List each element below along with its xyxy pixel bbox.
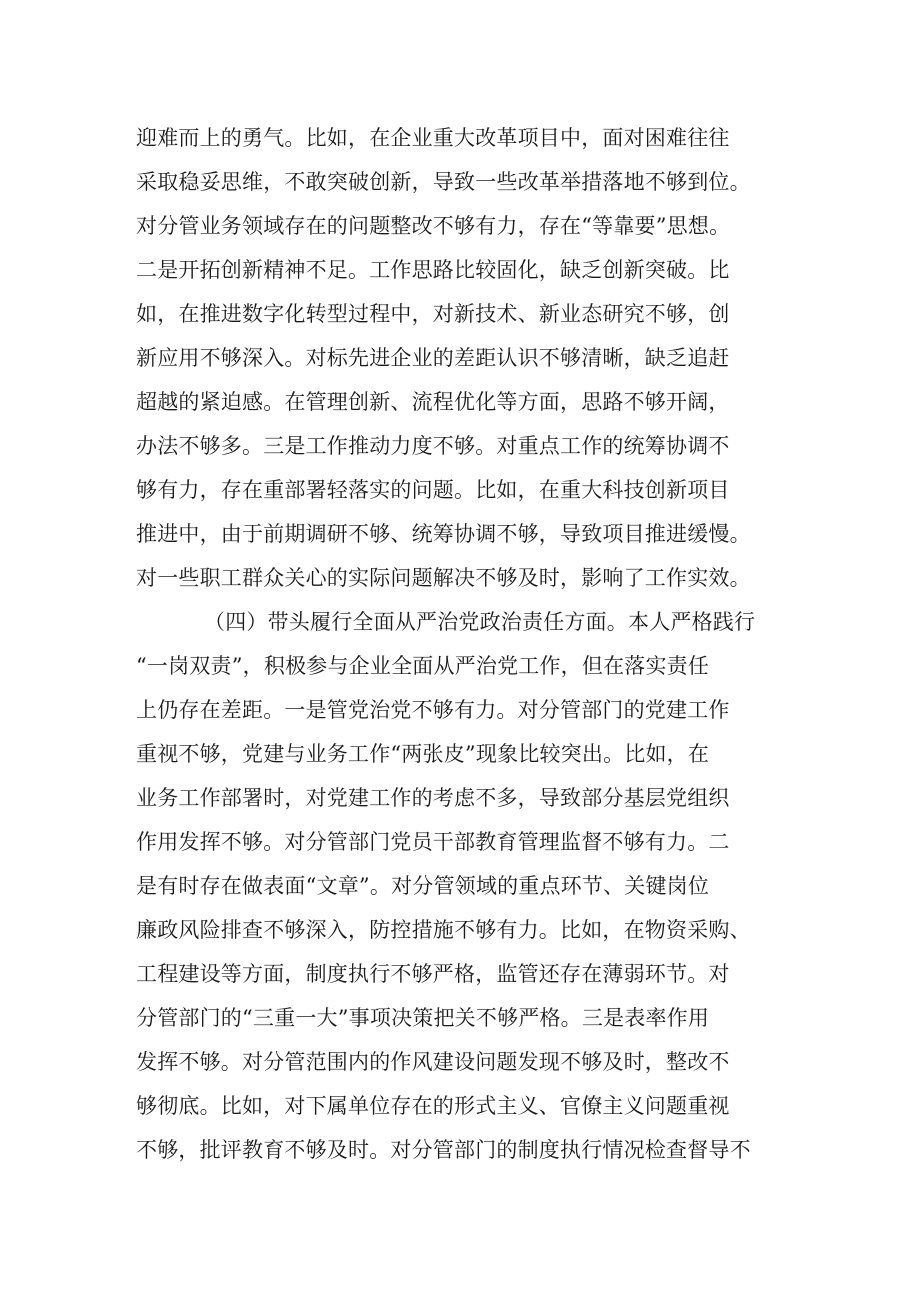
text-line: 二是开拓创新精神不足。工作思路比较固化，缺乏创新突破。比 <box>136 258 730 282</box>
text-line: 不够，批评教育不够及时。对分管部门的制度执行情况检查督导不 <box>136 1138 751 1162</box>
text-line: 迎难而上的勇气。比如，在企业重大改革项目中，面对困难往往 <box>136 126 730 150</box>
paragraph-start-line: （四）带头履行全面从严治党政治责任方面。本人严格践行 <box>204 610 756 634</box>
text-line: 是有时存在做表面“文章”。对分管领域的重点环节、关键岗位 <box>136 874 710 898</box>
text-line: 对分管业务领域存在的问题整改不够有力，存在“等靠要”思想。 <box>136 214 731 238</box>
text-line: 推进中，由于前期调研不够、统筹协调不够，导致项目推进缓慢。 <box>136 522 751 546</box>
text-line: 重视不够，党建与业务工作“两张皮”现象比较突出。比如，在 <box>136 742 710 766</box>
text-line: 分管部门的“三重一大”事项决策把关不够严格。三是表率作用 <box>136 1006 710 1030</box>
text-line: 对一些职工群众关心的实际问题解决不够及时，影响了工作实效。 <box>136 566 751 590</box>
text-line: 工程建设等方面，制度执行不够严格，监管还存在薄弱环节。对 <box>136 962 730 986</box>
text-line: 超越的紧迫感。在管理创新、流程优化等方面，思路不够开阔， <box>136 390 730 414</box>
text-line: 够有力，存在重部署轻落实的问题。比如，在重大科技创新项目 <box>136 478 730 502</box>
text-line: 廉政风险排查不够深入，防控措施不够有力。比如，在物资采购、 <box>136 918 751 942</box>
text-line: 够彻底。比如，对下属单位存在的形式主义、官僚主义问题重视 <box>136 1094 730 1118</box>
text-line: 新应用不够深入。对标先进企业的差距认识不够清晰，缺乏追赶 <box>136 346 730 370</box>
text-line: 作用发挥不够。对分管部门党员干部教育管理监督不够有力。二 <box>136 830 730 854</box>
body-text <box>136 116 796 1172</box>
text-line: 业务工作部署时，对党建工作的考虑不多，导致部分基层党组织 <box>136 786 730 810</box>
text-line: 上仍存在差距。一是管党治党不够有力。对分管部门的党建工作 <box>136 698 730 722</box>
text-line: 如，在推进数字化转型过程中，对新技术、新业态研究不够，创 <box>136 302 730 326</box>
text-line: 办法不够多。三是工作推动力度不够。对重点工作的统筹协调不 <box>136 434 730 458</box>
text-line: “一岗双责”，积极参与企业全面从严治党工作，但在落实责任 <box>136 654 710 678</box>
text-line: 发挥不够。对分管范围内的作风建设问题发现不够及时，整改不 <box>136 1050 730 1074</box>
text-line: 采取稳妥思维，不敢突破创新，导致一些改革举措落地不够到位。 <box>136 170 751 194</box>
